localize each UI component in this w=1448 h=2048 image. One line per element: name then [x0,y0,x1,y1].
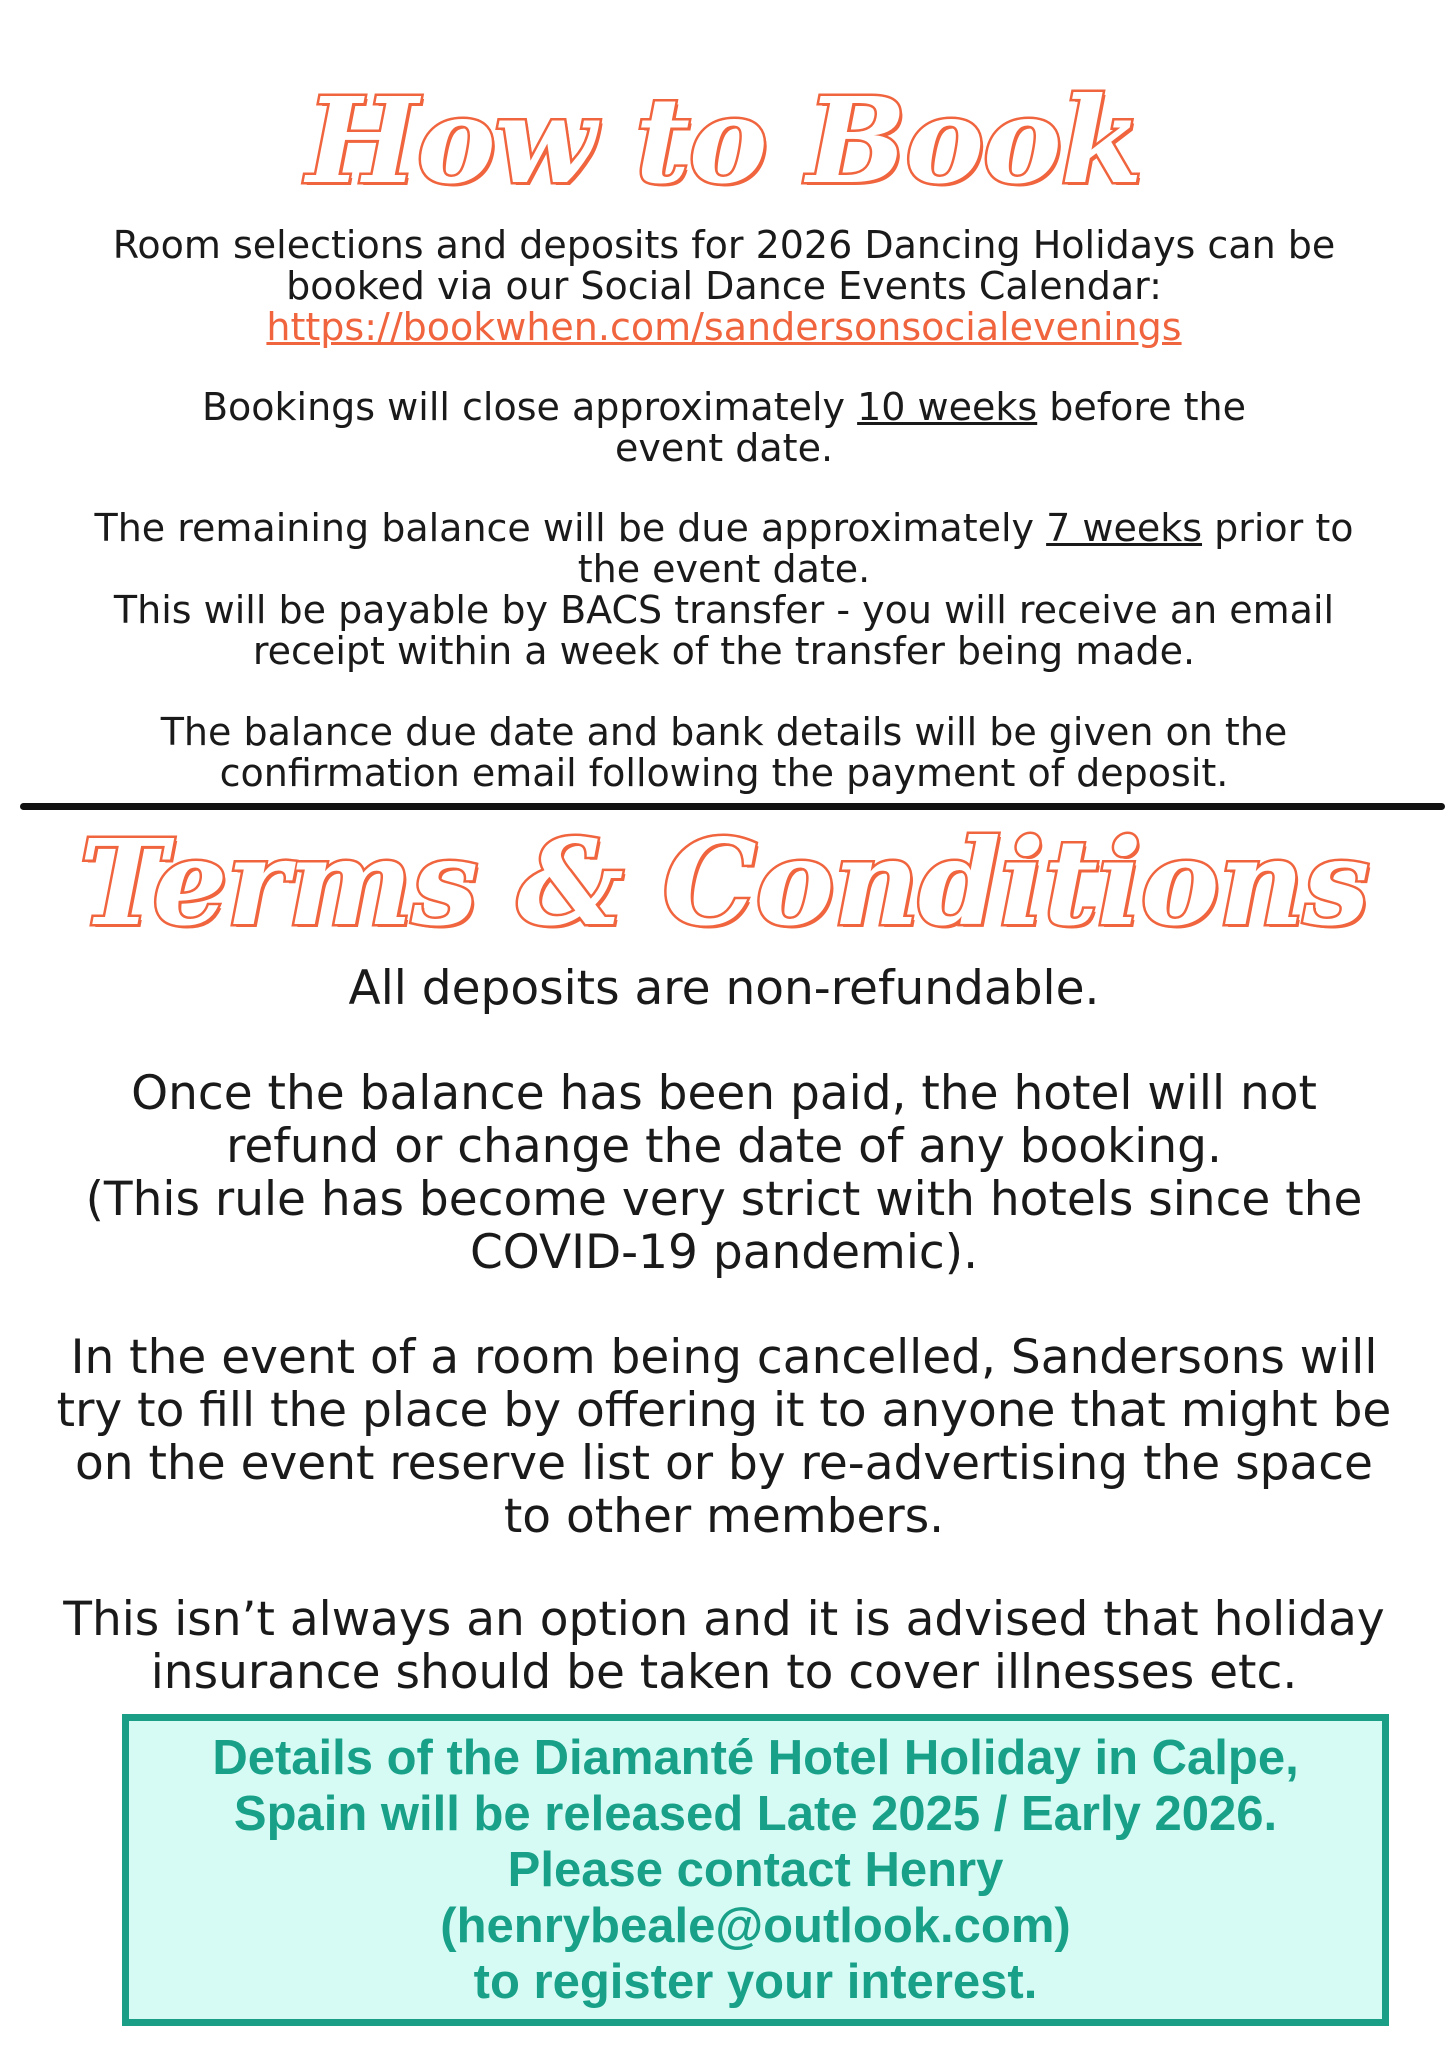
booking-close-note [0,387,1448,469]
refund-policy [0,1067,1448,1279]
refund-line4: COVID-19 pandemic). [469,1225,979,1280]
balance-period: 7 weeks [1046,506,1203,550]
notice-line5: to register your interest. [473,1955,1038,2009]
notice-line1: Details of the Diamanté Hotel Holiday in Calpe, [212,1731,1299,1785]
notice-line2: Spain will be released Late 2025 / Early 2026. [233,1787,1278,1841]
close-period: 10 weeks [857,385,1038,429]
deposit-policy: All deposits are non-refundable. [348,961,1100,1016]
bank-details-note [0,712,1448,794]
cancel-line3: on the event reserve list or by re-advertising the space [75,1436,1373,1491]
bacs-line2: receipt within a week of the transfer being made. [252,629,1196,673]
bank-details-line1: The balance due date and bank details will be given on the [160,710,1288,754]
insurance-line2: insurance should be taken to cover illnesses etc. [150,1645,1298,1700]
refund-line1: Once the balance has been paid, the hotel will not [131,1066,1317,1121]
balance-due-note [0,508,1448,672]
refund-line3: (This rule has become very strict with hotels since the [85,1172,1363,1227]
booking-close-text: Bookings will close approximately [201,385,858,429]
calpe-notice-box [122,1714,1389,2026]
booking-intro [0,225,1448,348]
booking-close-text-end: before the [1037,385,1247,429]
calpe-notice-text [212,1730,1298,2010]
how-to-book-heading: How to Book [306,71,1142,210]
refund-line2: refund or change the date of any booking. [226,1119,1222,1174]
contact-email[interactable]: (henrybeale@outlook.com) [440,1899,1071,1953]
cancel-line1: In the event of a room being cancelled, Sandersons will [70,1330,1378,1385]
balance-line2: the event date. [577,547,871,591]
cancellation-policy [0,1331,1448,1543]
notice-line3: Please contact Henry [507,1843,1004,1897]
terms-heading: Terms & Conditions [79,813,1369,952]
balance-text-end: prior to [1202,506,1354,550]
booking-intro-line1: Room selections and deposits for 2026 Dancing Holidays can be [112,223,1336,267]
booking-close-line2: event date. [614,426,834,470]
insurance-advice [0,1593,1448,1699]
bank-details-line2: confirmation email following the payment of deposit. [219,751,1229,795]
insurance-line1: This isn’t always an option and it is advised that holiday [63,1592,1385,1647]
booking-intro-line2: booked via our Social Dance Events Calendar: [286,264,1162,308]
bookwhen-link[interactable]: https://bookwhen.com/sandersonsocialevenings [266,305,1182,349]
bacs-line1: This will be payable by BACS transfer - you will receive an email [113,588,1335,632]
cancel-line4: to other members. [503,1489,945,1544]
balance-text: The remaining balance will be due approximately [94,506,1047,550]
cancel-line2: try to fill the place by offering it to anyone that might be [56,1383,1392,1438]
